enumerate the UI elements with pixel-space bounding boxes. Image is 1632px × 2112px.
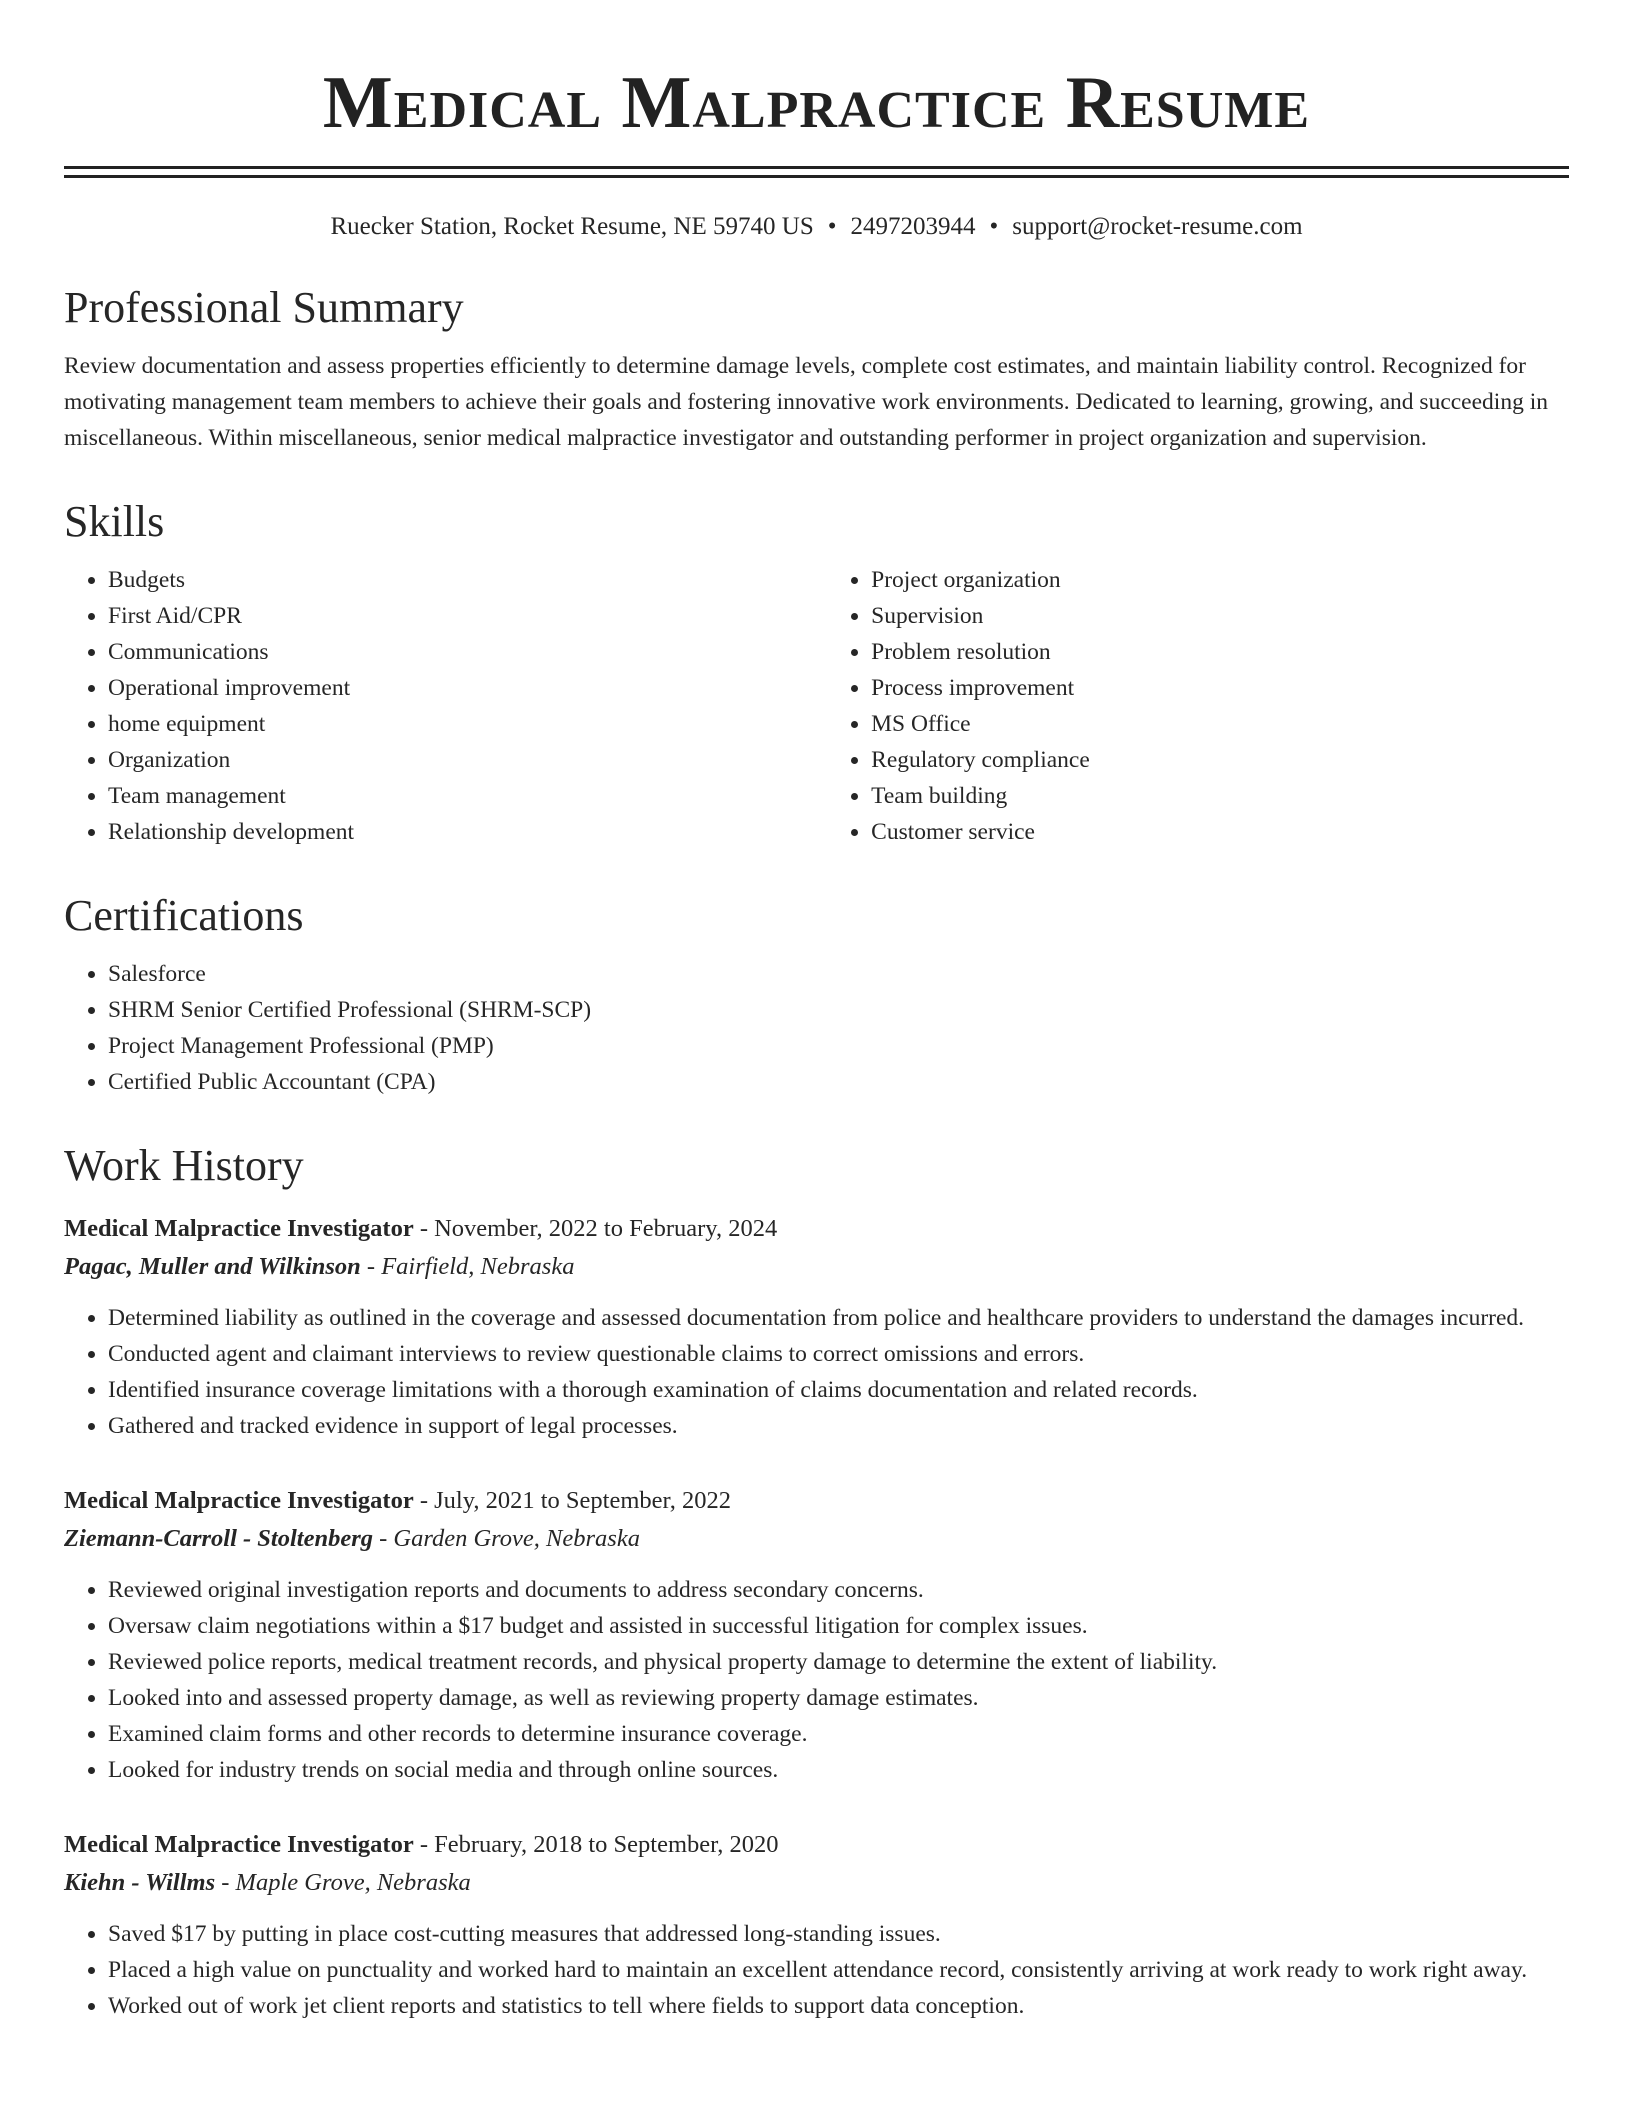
certification-item: • Certified Public Accountant (CPA) <box>108 1064 1569 1100</box>
skill-item: • Supervision <box>871 598 1569 634</box>
skills-list-right <box>827 562 1569 850</box>
skill-item: • Budgets <box>108 562 827 598</box>
job-dates: - July, 2021 to September, 2022 <box>413 1487 731 1514</box>
job-bullet: • Conducted agent and claimant interviews to review questionable claims to correct omissions and errors. <box>108 1336 1569 1372</box>
certification-item: • Project Management Professional (PMP) <box>108 1028 1569 1064</box>
job-header <box>64 1210 1569 1248</box>
job-header <box>64 1826 1569 1864</box>
certifications-heading: Certifications <box>64 891 304 940</box>
certification-item: • Salesforce <box>108 956 1569 992</box>
job-company: Ziemann-Carroll - Stoltenberg <box>64 1525 374 1552</box>
skill-item: • Relationship development <box>108 814 827 850</box>
job-company-line <box>64 1864 1569 1902</box>
resume-page <box>64 0 1569 2024</box>
skill-item: • Team building <box>871 778 1569 814</box>
contact-separator: • <box>989 213 999 240</box>
job-entry <box>64 1482 1569 1788</box>
work-history-heading: Work History <box>64 1141 304 1190</box>
job-bullet: • Determined liability as outlined in the coverage and assessed documentation from police and healthcare providers to understand the damages incurred. <box>108 1300 1569 1336</box>
skill-item: • Project organization <box>871 562 1569 598</box>
job-bullets <box>64 1300 1569 1444</box>
job-bullet: • Oversaw claim negotiations within a $17 budget and assisted in successful litigation for complex issues. <box>108 1608 1569 1644</box>
job-title: Medical Malpractice Investigator <box>64 1487 414 1514</box>
job-dates: - November, 2022 to February, 2024 <box>413 1215 778 1242</box>
job-header <box>64 1482 1569 1520</box>
job-entry <box>64 1210 1569 1444</box>
contact-line <box>64 212 1569 242</box>
job-bullet: • Gathered and tracked evidence in support of legal processes. <box>108 1408 1569 1444</box>
job-dates: - February, 2018 to September, 2020 <box>413 1831 779 1858</box>
summary-text: Review documentation and assess properties efficiently to determine damage levels, complete cost estimates, and maintain liability control. Recognized for motivating management team members to achieve their goals and fostering innovative work environments. Dedicated to learning, growing, and succeeding in miscellaneous. Within miscellaneous, senior medical malpractice investigator and outstanding performer in project organization and supervision. <box>64 353 1548 451</box>
job-bullet: • Identified insurance coverage limitations with a thorough examination of claims documentation and related records. <box>108 1372 1569 1408</box>
skills-heading: Skills <box>64 497 165 546</box>
certification-item: • SHRM Senior Certified Professional (SHRM-SCP) <box>108 992 1569 1028</box>
job-title: Medical Malpractice Investigator <box>64 1215 414 1242</box>
contact-phone: 2497203944 <box>850 213 976 240</box>
job-location: - Maple Grove, Nebraska <box>215 1869 471 1896</box>
job-company: Kiehn - Willms <box>64 1869 216 1896</box>
skill-item: • home equipment <box>108 706 827 742</box>
contact-address: Ruecker Station, Rocket Resume, NE 59740 US <box>330 213 814 240</box>
job-company: Pagac, Muller and Wilkinson <box>64 1253 361 1280</box>
skill-item: • Organization <box>108 742 827 778</box>
job-bullets <box>64 1916 1569 2024</box>
job-company-line <box>64 1248 1569 1286</box>
contact-email[interactable]: support@rocket-resume.com <box>1012 213 1303 240</box>
job-title: Medical Malpractice Investigator <box>64 1831 414 1858</box>
job-location: - Garden Grove, Nebraska <box>373 1525 640 1552</box>
job-bullet: • Placed a high value on punctuality and worked hard to maintain an excellent attendance record, consistently arriving at work ready to work right away. <box>108 1952 1569 1988</box>
job-company-line <box>64 1520 1569 1558</box>
job-bullet: • Looked for industry trends on social media and through online sources. <box>108 1752 1569 1788</box>
skill-item: • Regulatory compliance <box>871 742 1569 778</box>
resume-title: Medical Malpractice Resume <box>322 62 1311 144</box>
job-location: - Fairfield, Nebraska <box>360 1253 575 1280</box>
title-rule-bottom <box>64 175 1569 178</box>
job-bullet: • Worked out of work jet client reports and statistics to tell where fields to support data conception. <box>108 1988 1569 2024</box>
title-rule-top <box>64 166 1569 169</box>
job-bullet: • Looked into and assessed property damage, as well as reviewing property damage estimates. <box>108 1680 1569 1716</box>
skill-item: • First Aid/CPR <box>108 598 827 634</box>
skill-item: • Customer service <box>871 814 1569 850</box>
skill-item: • Communications <box>108 634 827 670</box>
job-bullet: • Reviewed original investigation reports and documents to address secondary concerns. <box>108 1572 1569 1608</box>
skill-item: • Problem resolution <box>871 634 1569 670</box>
job-bullets <box>64 1572 1569 1788</box>
skill-item: • Process improvement <box>871 670 1569 706</box>
contact-separator: • <box>827 213 837 240</box>
job-entry <box>64 1826 1569 2024</box>
job-bullet: • Saved $17 by putting in place cost-cutting measures that addressed long-standing issues. <box>108 1916 1569 1952</box>
skills-columns <box>64 562 1569 850</box>
summary-heading: Professional Summary <box>64 283 464 332</box>
job-bullet: • Examined claim forms and other records to determine insurance coverage. <box>108 1716 1569 1752</box>
skills-list-left <box>64 562 827 850</box>
skill-item: • Team management <box>108 778 827 814</box>
certifications-list <box>64 956 1569 1100</box>
skill-item: • MS Office <box>871 706 1569 742</box>
job-bullet: • Reviewed police reports, medical treatment records, and physical property damage to determine the extent of liability. <box>108 1644 1569 1680</box>
skill-item: • Operational improvement <box>108 670 827 706</box>
